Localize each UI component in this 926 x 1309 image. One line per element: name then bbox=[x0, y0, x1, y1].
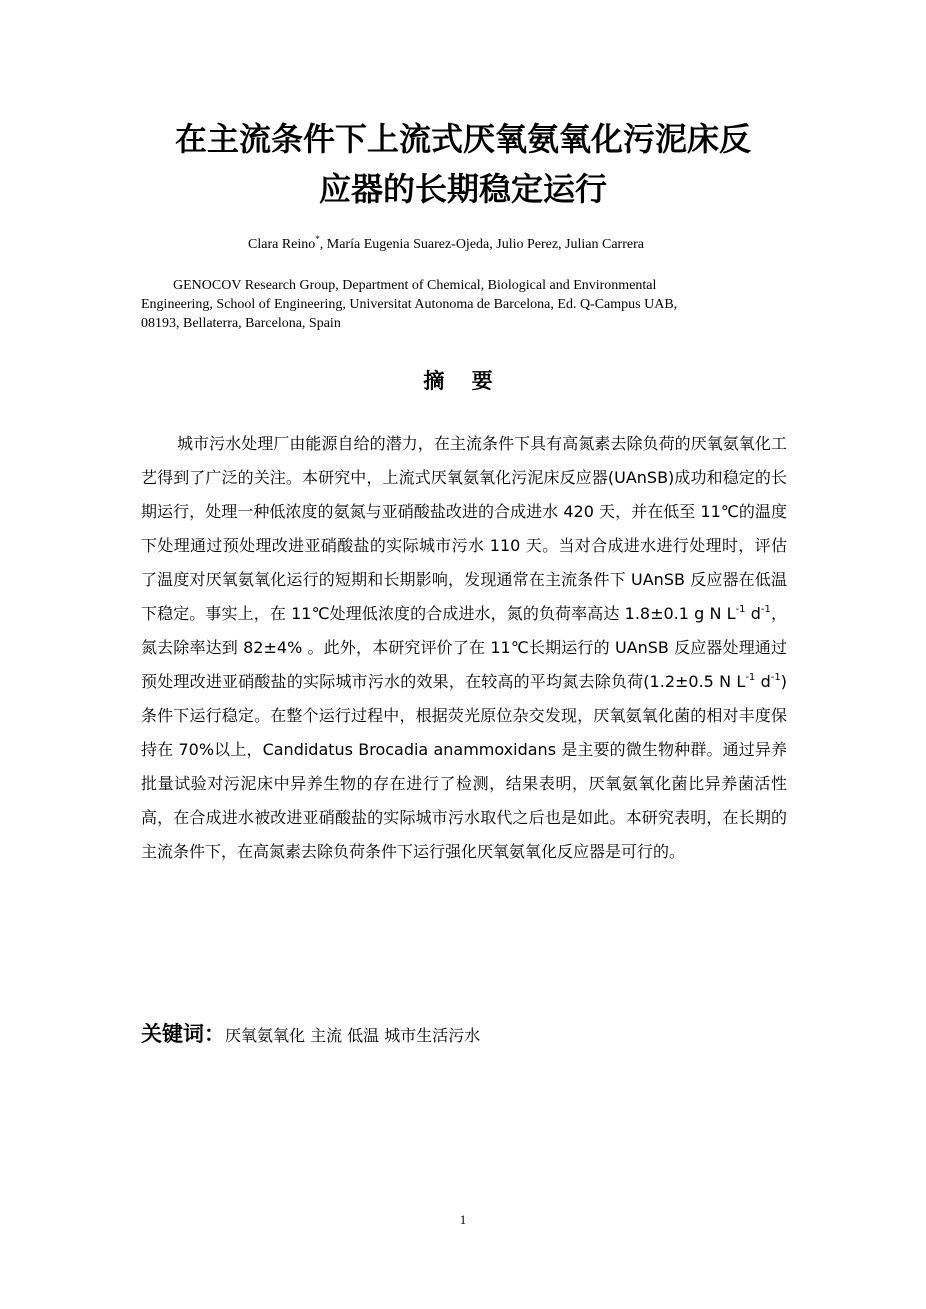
abstract-text-3: ，氮去除率达到 82±4% 。此外，本研究评价了在 11℃长期运行的 UAnSB 反应器处理通过预处理改进亚硝酸盐的实际城市污水的效果，在较高的平均氮去除负荷(1.2±0.5 N L bbox=[141, 604, 787, 691]
affiliation-line-2: Engineering, School of Engineering, Universitat Autonoma de Barcelona, Ed. Q-Campus UAB, bbox=[141, 297, 678, 312]
keywords-value: 厌氧氨氧化 主流 低温 城市生活污水 bbox=[225, 1026, 481, 1045]
abstract-text-4: d bbox=[755, 672, 771, 691]
title-line-1: 在主流条件下上流式厌氧氨氧化污泥床反 bbox=[174, 120, 751, 158]
author-list bbox=[248, 234, 644, 253]
abstract-text-1: 城市污水处理厂由能源自给的潜力，在主流条件下具有高氮素去除负荷的厌氧氨氧化工艺得到了广泛的关注。本研究中，上流式厌氧氨氧化污泥床反应器(UAnSB)成功和稳定的长期运行，处理一种低浓度的氨氮与亚硝酸盐改进的合成进水 420 天，并在低至 11℃的温度下处理通过预处理改进亚硝酸盐的实际城市污水 110 天。当对合成进水进行处理时，评估了温度对厌氧氨氧化运行的短期和长期影响，发现通常在主流条件下 UAnSB 反应器在低温下稳定。事实上，在 11℃处理低浓度的合成进水，氮的负荷率高达 1.8±0.1 g N L bbox=[141, 434, 787, 623]
affiliation-line-3: 08193, Bellaterra, Barcelona, Spain bbox=[141, 316, 341, 331]
title-line-2: 应器的长期稳定运行 bbox=[318, 170, 607, 208]
other-authors: , María Eugenia Suarez-Ojeda, Julio Perez, Julian Carrera bbox=[319, 237, 644, 252]
page-number: 1 bbox=[459, 1212, 467, 1227]
paper-title bbox=[90, 114, 836, 214]
affiliation-line-1: GENOCOV Research Group, Department of Chemical, Biological and Environmental bbox=[173, 278, 657, 293]
superscript: -1 bbox=[735, 604, 746, 615]
abstract-text-2: d bbox=[745, 604, 761, 623]
keywords bbox=[141, 1018, 480, 1048]
abstract-text-5: )条件下运行稳定。在整个运行过程中，根据荧光原位杂交发现，厌氧氨氧化菌的相对丰度保持在 70%以上，Candidatus Brocadia anammoxidans 是主要的微生物种群。通过异养批量试验对污泥床中异养生物的存在进行了检测，结果表明，厌氧氨氧化菌比异养菌活性高，在合成进水被改进亚硝酸盐的实际城市污水取代之后也是如此。本研究表明，在长期的主流条件下，在高氮素去除负荷条件下运行强化厌氧氨氧化反应器是可行的。 bbox=[141, 672, 787, 861]
abstract-body bbox=[141, 427, 787, 869]
superscript: -1 bbox=[770, 672, 781, 683]
corresponding-author-marker: * bbox=[315, 234, 320, 244]
first-author: Clara Reino bbox=[248, 237, 316, 252]
keywords-label: 关键词： bbox=[141, 1022, 225, 1046]
superscript: -1 bbox=[745, 672, 756, 683]
superscript: -1 bbox=[760, 604, 771, 615]
affiliation bbox=[141, 276, 791, 333]
abstract-heading: 摘 要 bbox=[423, 369, 503, 393]
